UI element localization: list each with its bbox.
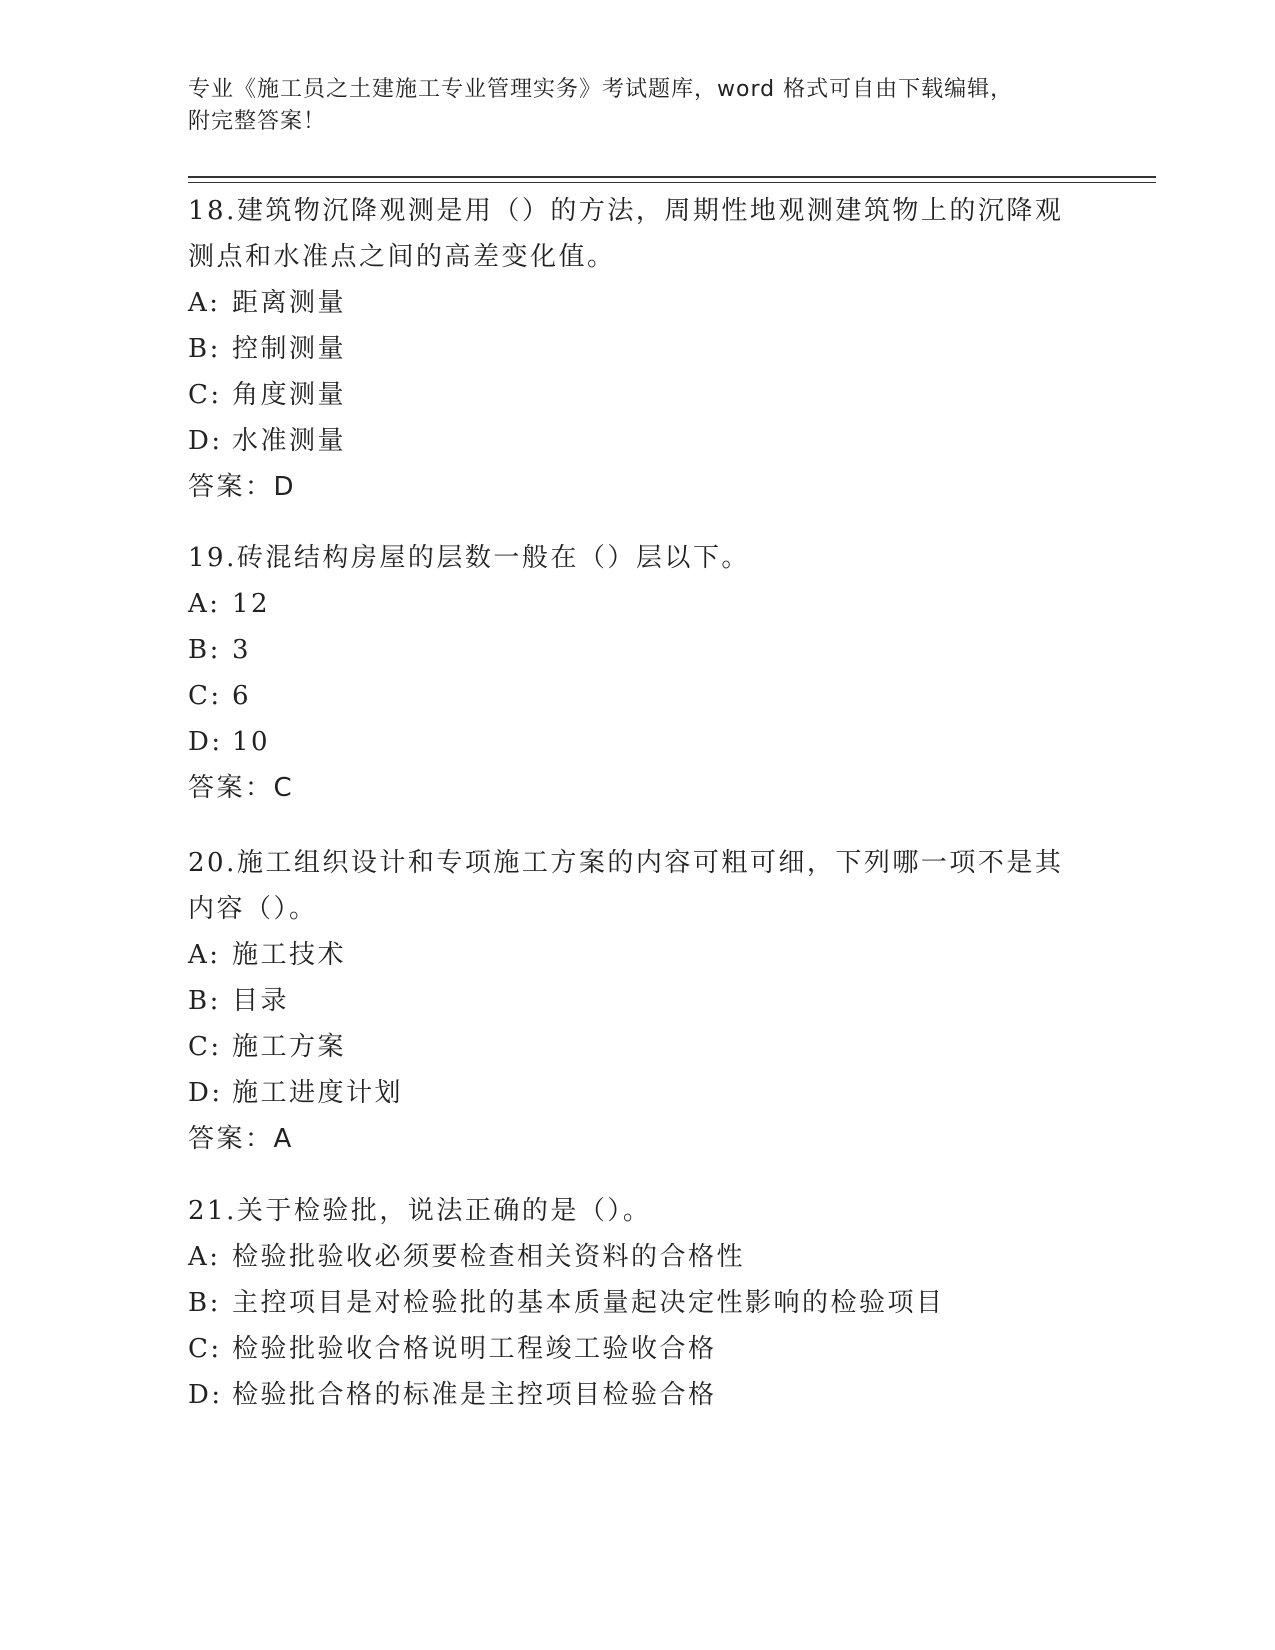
option-text: 控制测量 xyxy=(232,334,347,364)
option-c xyxy=(188,1024,1088,1070)
option-letter: C: xyxy=(188,1032,222,1062)
option-letter: C: xyxy=(188,1334,222,1364)
option-text: 水准测量 xyxy=(232,426,347,456)
question-18 xyxy=(188,188,1088,510)
document-header xyxy=(188,74,1068,138)
option-text: 12 xyxy=(232,589,271,619)
header-line-1: 专业《施工员之土建施工专业管理实务》考试题库，word 格式可自由下载编辑， xyxy=(188,77,1014,102)
option-b xyxy=(188,627,1088,673)
option-letter: A: xyxy=(188,288,221,318)
option-letter: B: xyxy=(188,986,221,1016)
option-d xyxy=(188,719,1088,765)
question-20 xyxy=(188,840,1088,1162)
option-letter: D: xyxy=(188,1078,223,1108)
option-d xyxy=(188,1372,1088,1418)
option-text: 6 xyxy=(232,681,252,711)
option-letter: B: xyxy=(188,334,221,364)
option-letter: C: xyxy=(188,380,222,410)
option-letter: D: xyxy=(188,1380,223,1410)
answer: 答案：A xyxy=(188,1124,294,1154)
option-text: 10 xyxy=(232,727,271,757)
option-c xyxy=(188,1326,1088,1372)
option-letter: C: xyxy=(188,681,222,711)
option-text: 检验批验收必须要检查相关资料的合格性 xyxy=(232,1242,746,1272)
question-stem-line-2: 测点和水准点之间的高差变化值。 xyxy=(188,242,616,272)
question-21 xyxy=(188,1188,1088,1418)
option-b xyxy=(188,326,1088,372)
option-letter: A: xyxy=(188,940,221,970)
answer: 答案：C xyxy=(188,773,295,803)
option-letter: A: xyxy=(188,589,221,619)
question-19 xyxy=(188,535,1088,811)
header-divider-thin xyxy=(188,182,1156,183)
option-text: 距离测量 xyxy=(232,288,347,318)
option-d xyxy=(188,418,1088,464)
option-letter: D: xyxy=(188,727,223,757)
question-stem-line-1: 19.砖混结构房屋的层数一般在（）层以下。 xyxy=(188,543,750,573)
option-letter: B: xyxy=(188,1288,221,1318)
question-stem-line-1: 21.关于检验批，说法正确的是（）。 xyxy=(188,1196,652,1226)
answer: 答案：D xyxy=(188,472,297,502)
option-c xyxy=(188,673,1088,719)
option-a xyxy=(188,1234,1088,1280)
question-stem-line-1: 20.施工组织设计和专项施工方案的内容可粗可细，下列哪一项不是其 xyxy=(188,848,1064,878)
question-stem-line-1: 18.建筑物沉降观测是用（）的方法，周期性地观测建筑物上的沉降观 xyxy=(188,196,1064,226)
option-text: 施工方案 xyxy=(232,1032,347,1062)
option-text: 检验批合格的标准是主控项目检验合格 xyxy=(232,1380,717,1410)
option-text: 3 xyxy=(232,635,252,665)
header-divider-thick xyxy=(188,176,1156,178)
option-text: 目录 xyxy=(232,986,290,1016)
option-text: 施工进度计划 xyxy=(232,1078,404,1108)
option-b xyxy=(188,1280,1088,1326)
option-letter: B: xyxy=(188,635,221,665)
option-c xyxy=(188,372,1088,418)
option-d xyxy=(188,1070,1088,1116)
header-line-2: 附完整答案！ xyxy=(188,109,327,134)
option-letter: A: xyxy=(188,1242,221,1272)
option-letter: D: xyxy=(188,426,223,456)
option-a xyxy=(188,581,1088,627)
option-a xyxy=(188,280,1088,326)
option-text: 角度测量 xyxy=(232,380,347,410)
option-text: 主控项目是对检验批的基本质量起决定性影响的检验项目 xyxy=(232,1288,945,1318)
option-text: 检验批验收合格说明工程竣工验收合格 xyxy=(232,1334,717,1364)
question-stem-line-2: 内容（）。 xyxy=(188,894,318,924)
option-b xyxy=(188,978,1088,1024)
option-a xyxy=(188,932,1088,978)
option-text: 施工技术 xyxy=(232,940,347,970)
